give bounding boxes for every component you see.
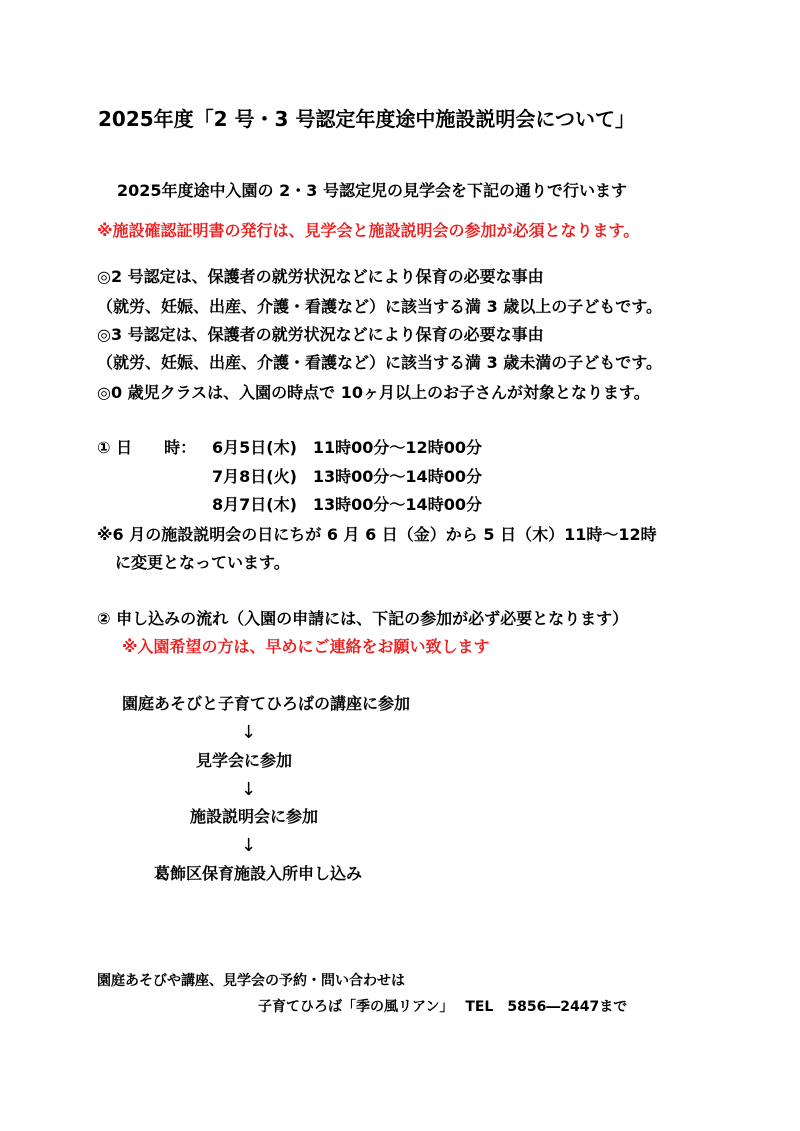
down-arrow-icon: ↓ bbox=[241, 779, 257, 800]
schedule-date: 7月8日(火) 13時00分～14時00分 bbox=[212, 467, 482, 486]
down-arrow-icon: ↓ bbox=[241, 722, 257, 743]
flow-step: 施設説明会に参加 bbox=[190, 807, 319, 826]
definition-line: ◎2 号認定は、保護者の就労状況などにより保育の必要な事由 bbox=[97, 267, 544, 286]
contact-line: 園庭あそびや講座、見学会の予約・問い合わせは bbox=[97, 973, 405, 989]
page-title: 2025年度「2 号・3 号認定年度途中施設説明会について」 bbox=[98, 107, 636, 131]
intro-text: 2025年度途中入園の 2・3 号認定児の見学会を下記の通りで行います bbox=[117, 181, 627, 200]
schedule-heading: ① 日 時： bbox=[97, 438, 197, 457]
down-arrow-icon: ↓ bbox=[241, 835, 257, 856]
flow-step: 園庭あそびと子育てひろばの講座に参加 bbox=[122, 694, 411, 713]
definition-line: （就労、妊娠、出産、介護・看護など）に該当する満 3 歳以上の子どもです。 bbox=[97, 297, 662, 316]
schedule-change-note: に変更となっています。 bbox=[115, 553, 290, 572]
schedule-date: 8月7日(木) 13時00分～14時00分 bbox=[212, 495, 482, 514]
schedule-change-note: ※6 月の施設説明会の日にちが 6 月 6 日（金）から 5 日（木）11時～12時 bbox=[97, 525, 657, 544]
flow-step: 葛飾区保育施設入所申し込み bbox=[154, 864, 363, 883]
definition-line: ◎3 号認定は、保護者の就労状況などにより保育の必要な事由 bbox=[97, 325, 544, 344]
definition-line: （就労、妊娠、出産、介護・看護など）に該当する満 3 歳未満の子どもです。 bbox=[97, 353, 662, 372]
flow-heading: ② 申し込みの流れ（入園の申請には、下記の参加が必ず必要となります） bbox=[97, 609, 629, 628]
contact-line: 子育てひろば「季の風リアン」 TEL 5856―2447まで bbox=[258, 999, 628, 1015]
required-notice: ※施設確認証明書の発行は、見学会と施設説明会の参加が必須となります。 bbox=[97, 221, 640, 240]
flow-step: 見学会に参加 bbox=[196, 751, 293, 770]
definition-line: ◎0 歳児クラスは、入園の時点で 10ヶ月以上のお子さんが対象となります。 bbox=[97, 383, 650, 402]
flow-note: ※入園希望の方は、早めにご連絡をお願い致します bbox=[122, 637, 490, 656]
schedule-date: 6月5日(木) 11時00分～12時00分 bbox=[212, 438, 482, 457]
